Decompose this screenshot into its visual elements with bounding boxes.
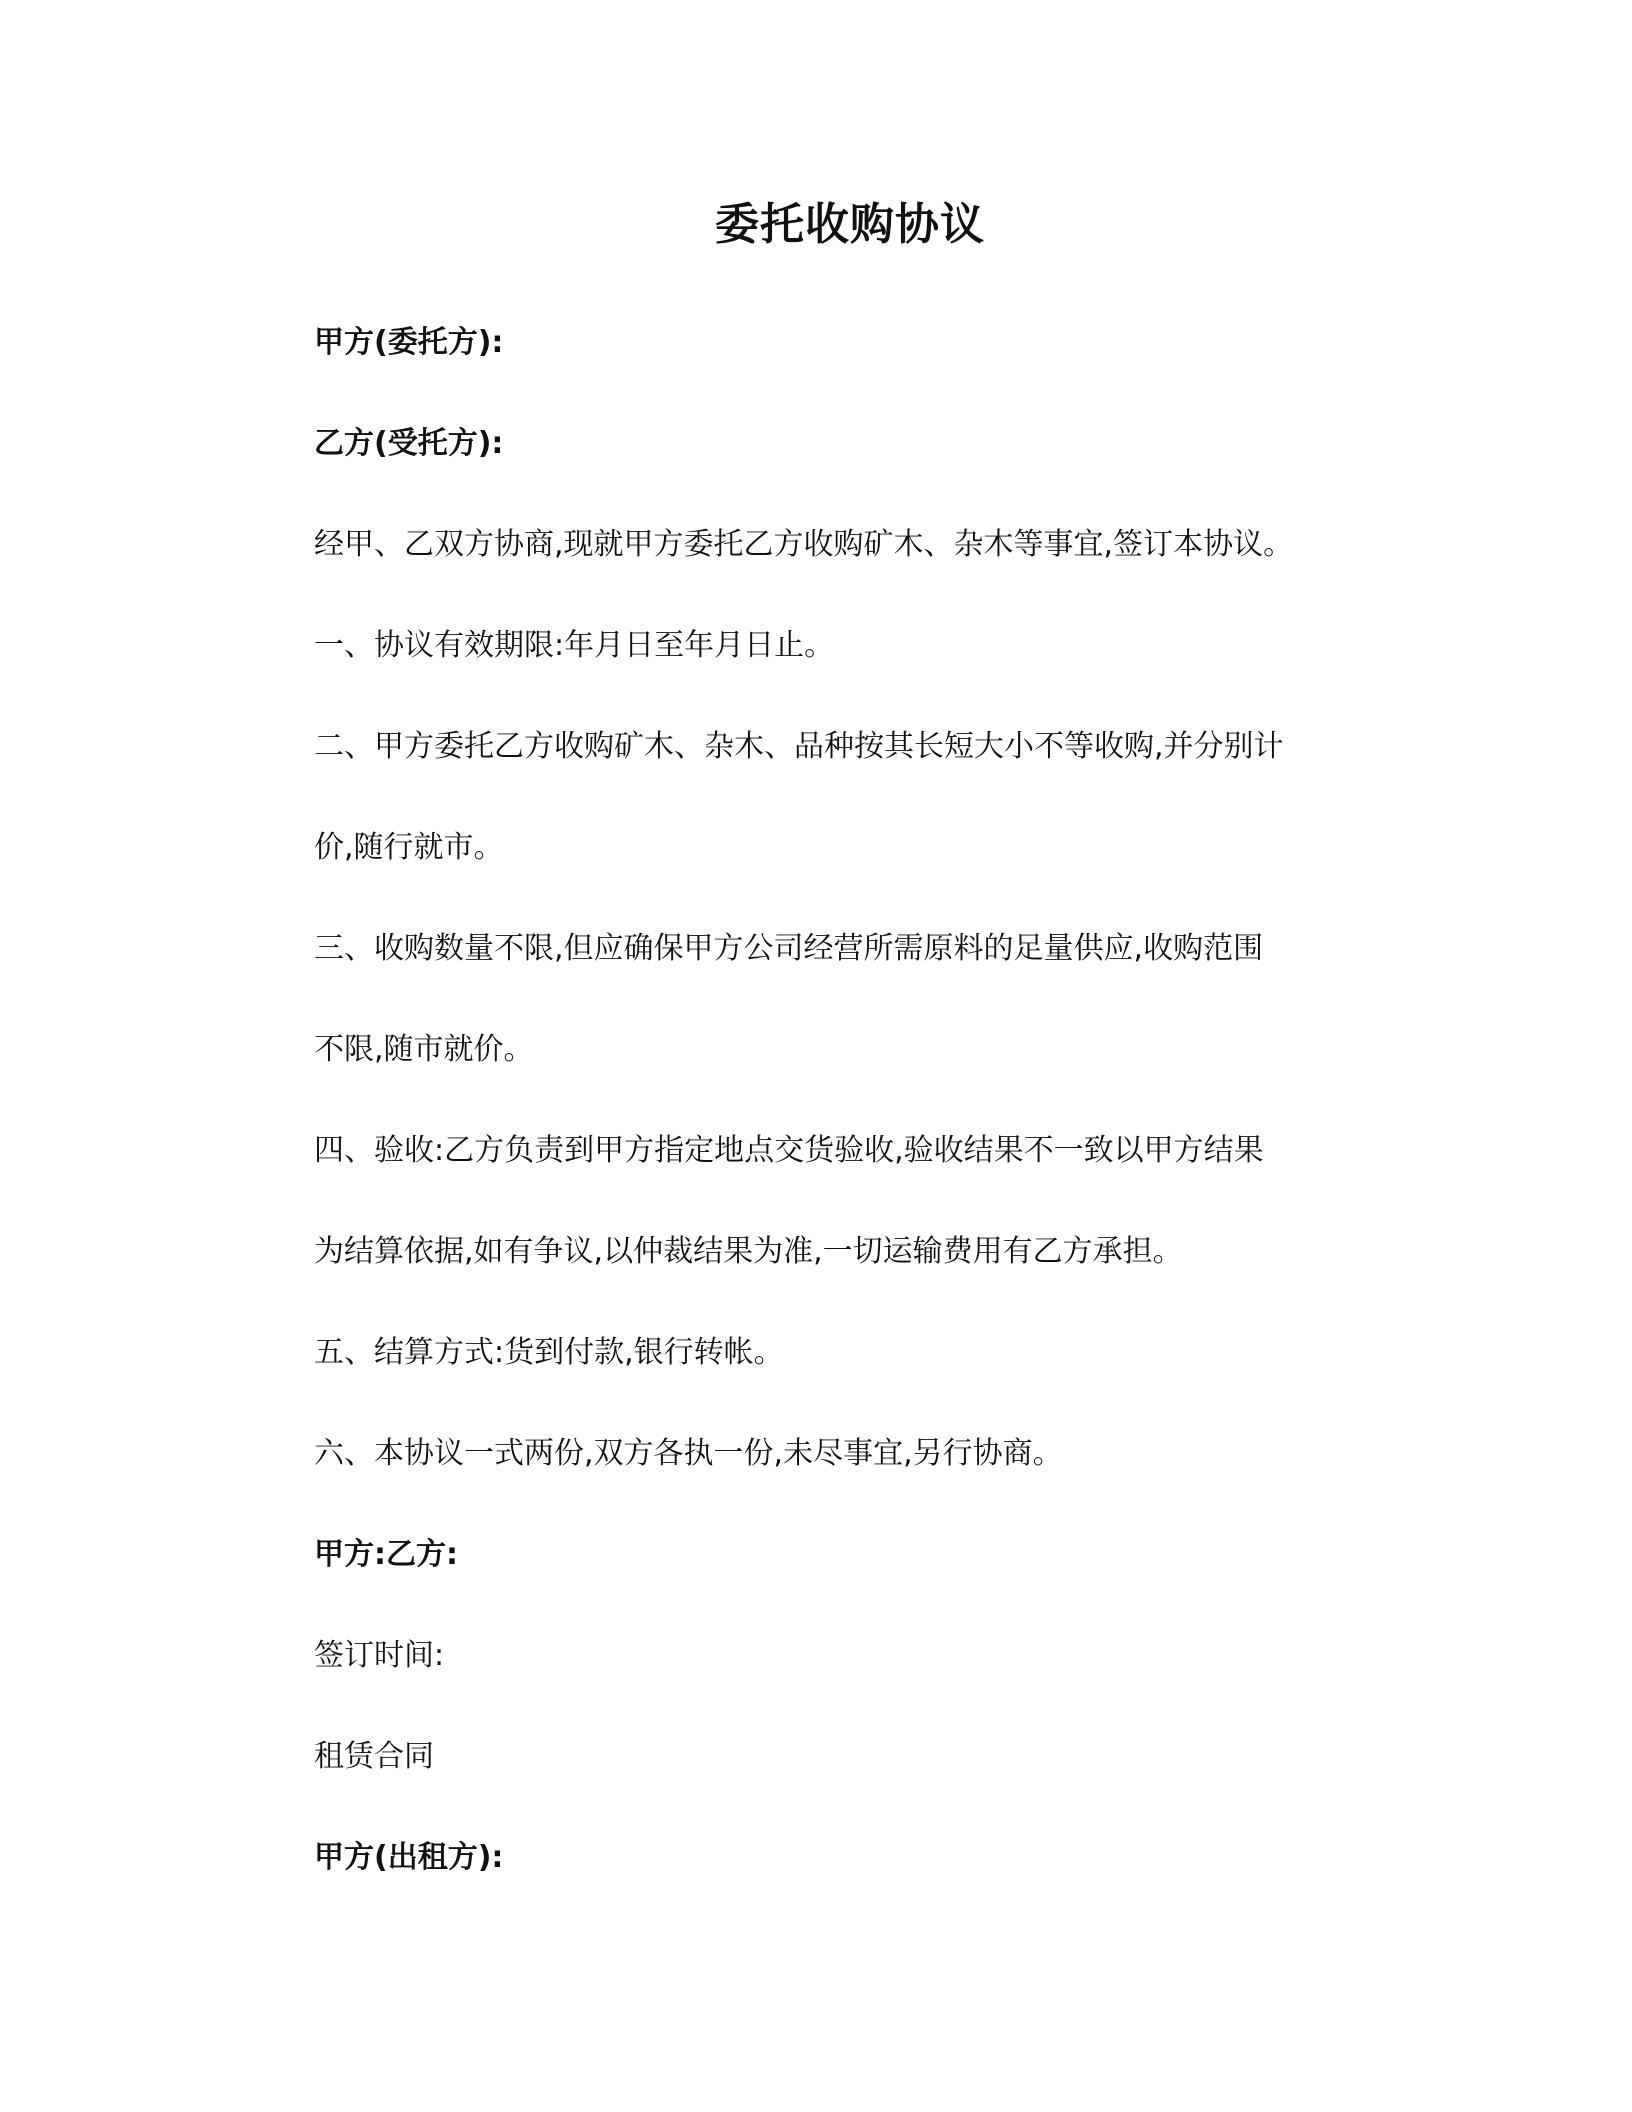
clause-3-line-2: 不限,随市就价。 [314,1032,534,1067]
clause-1: 一、协议有效期限:年月日至年月日止。 [314,628,835,663]
clause-4-line-1: 四、验收:乙方负责到甲方指定地点交货验收,验收结果不一致以甲方结果 [314,1133,1264,1168]
lessor-line: 甲方(出租方): [314,1840,504,1875]
document-title: 委托收购协议 [715,199,985,250]
clause-2-line-1: 二、甲方委托乙方收购矿木、杂木、品种按其长短大小不等收购,并分别计 [314,729,1284,764]
clause-4-line-2: 为结算依据,如有争议,以仲裁结果为准,一切运输费用有乙方承担。 [314,1234,1183,1269]
clause-6: 六、本协议一式两份,双方各执一份,未尽事宜,另行协商。 [314,1436,1063,1471]
next-contract-title: 租赁合同 [314,1739,434,1774]
document-body [314,315,1354,1931]
clause-3-line-1: 三、收购数量不限,但应确保甲方公司经营所需原料的足量供应,收购范围 [314,931,1264,966]
signing-date: 签订时间: [314,1638,445,1673]
party-a-line: 甲方(委托方): [314,325,504,360]
clause-2-line-2: 价,随行就市。 [314,830,504,865]
intro-paragraph: 经甲、乙双方协商,现就甲方委托乙方收购矿木、杂木等事宜,签订本协议。 [314,527,1294,562]
signature-parties: 甲方:乙方: [314,1537,458,1572]
party-b-line: 乙方(受托方): [314,426,504,461]
clause-5: 五、结算方式:货到付款,银行转帐。 [314,1335,784,1370]
